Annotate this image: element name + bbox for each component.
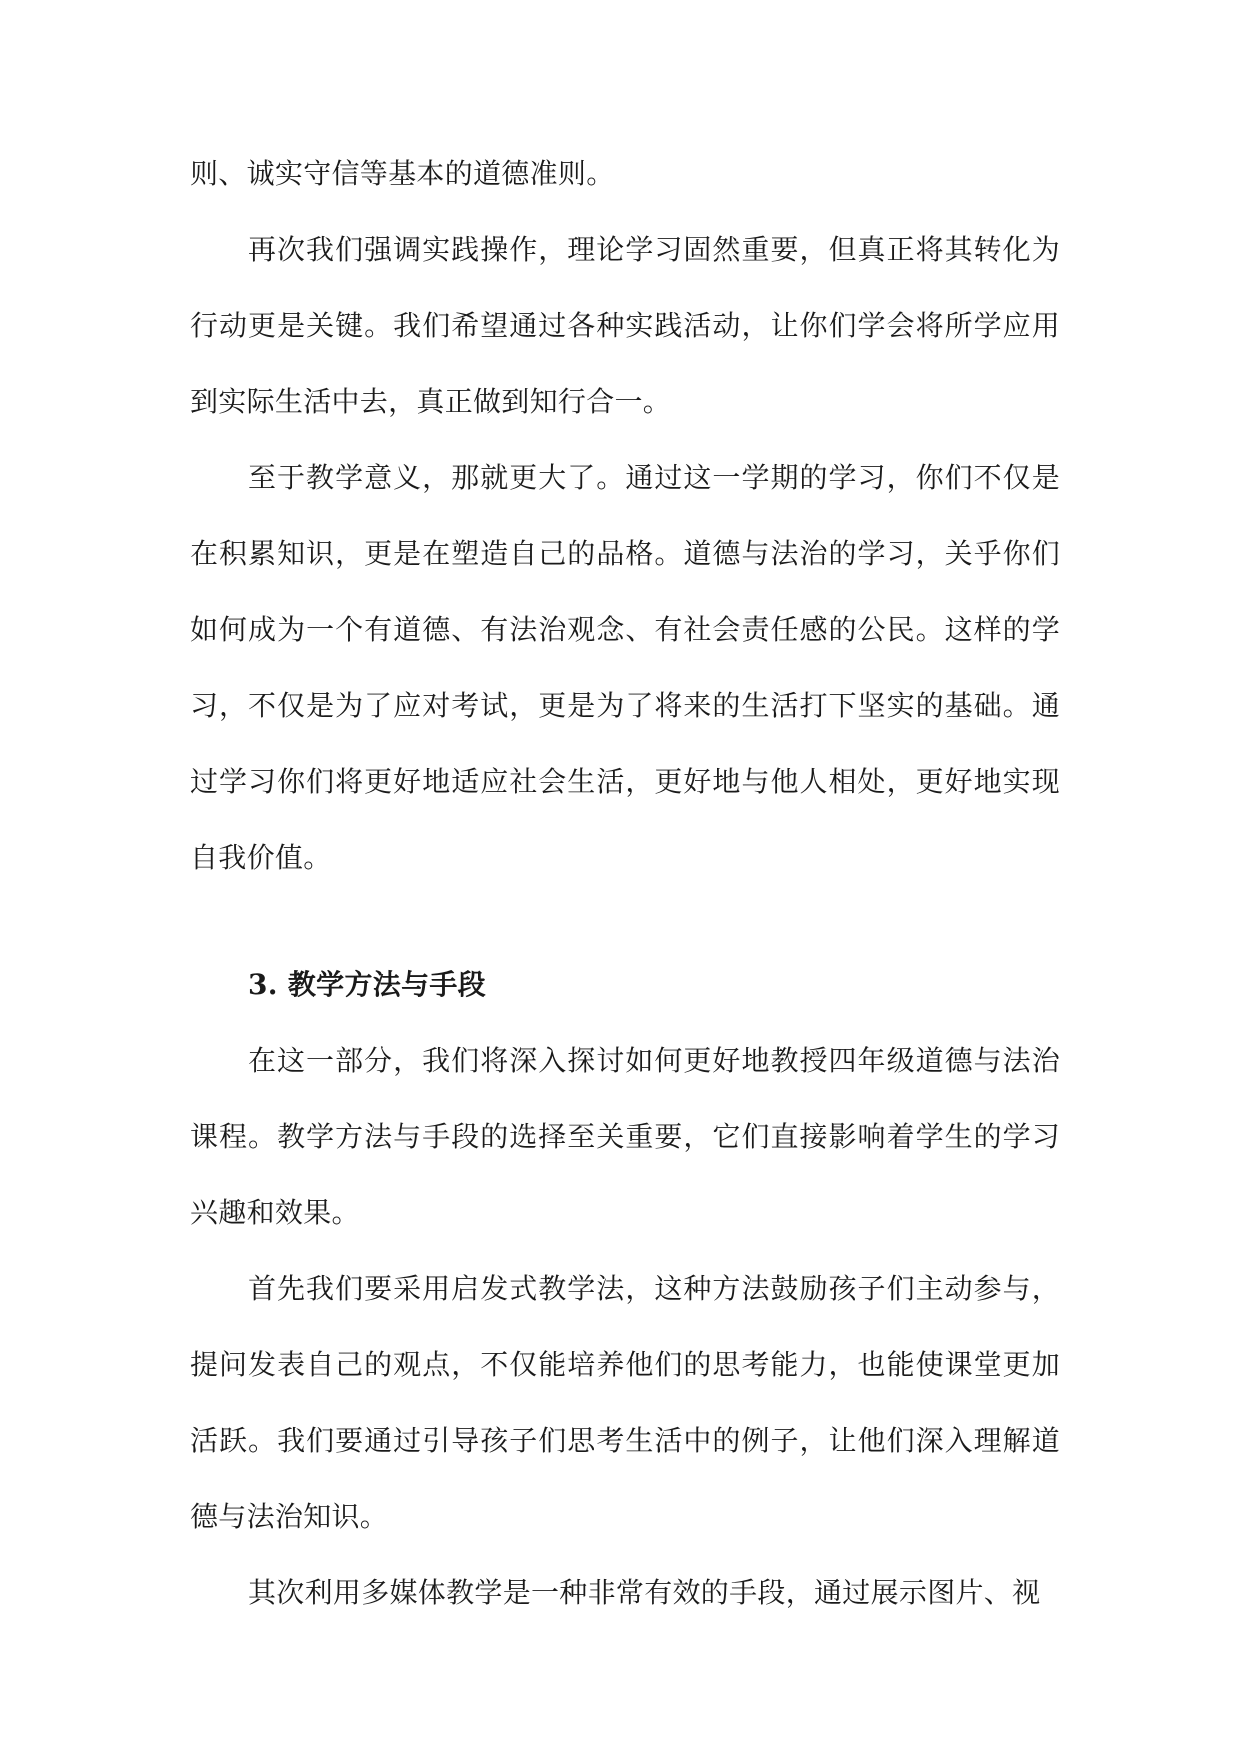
paragraph-multimedia: 其次利用多媒体教学是一种非常有效的手段，通过展示图片、视 bbox=[248, 1576, 1041, 1609]
paragraph-intro: 在这一部分，我们将深入探讨如何更好地教授四年级道德与法治课程。教学方法与手段的选择至关重要，它们直接影响着学生的学习兴趣和效果。 bbox=[190, 1044, 1060, 1229]
paragraph-significance: 至于教学意义，那就更大了。通过这一学期的学习，你们不仅是在积累知识，更是在塑造自己的品格。道德与法治的学习，关乎你们如何成为一个有道德、有法治观念、有社会责任感的公民。这样的学习，不仅是为了应对考试，更是为了将来的生活打下坚实的基础。通过学习你们将更好地适应社会生活，更好地与他人相处，更好地实现自我价值。 bbox=[190, 461, 1060, 874]
section-heading: 3. 教学方法与手段 bbox=[248, 968, 486, 1001]
document-body bbox=[190, 136, 1060, 1631]
paragraph-heuristic: 首先我们要采用启发式教学法，这种方法鼓励孩子们主动参与，提问发表自己的观点，不仅能培养他们的思考能力，也能使课堂更加活跃。我们要通过引导孩子们思考生活中的例子，让他们深入理解道德与法治知识。 bbox=[190, 1272, 1060, 1533]
paragraph-continuation: 则、诚实守信等基本的道德准则。 bbox=[190, 157, 615, 190]
paragraph-practice: 再次我们强调实践操作，理论学习固然重要，但真正将其转化为行动更是关键。我们希望通过各种实践活动，让你们学会将所学应用到实际生活中去，真正做到知行合一。 bbox=[190, 233, 1060, 418]
